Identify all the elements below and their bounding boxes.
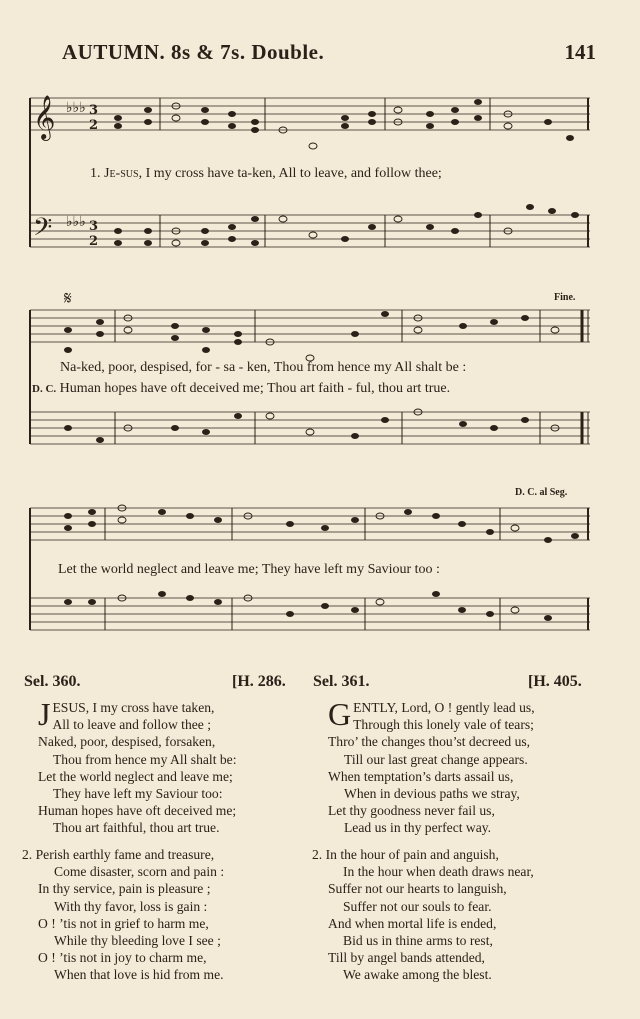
svg-text:2: 2: [89, 118, 99, 133]
segno-icon: 𝄋: [64, 288, 72, 309]
poem-sel-360-stanza-2: 2. Perish earthly fame and treasure, Come disaster, scorn and pain : In thy service, pain is pleasure ; With thy favor, loss is gain : O ! ’tis not in grief to harm me, While thy bleeding love I see ; O ! ’tis not in joy to charm me, When that love is hid from me.: [22, 847, 225, 983]
lyrics-line-2: Na-ked, poor, despised, for - sa - ken, Thou from hence my All shalt be :: [60, 360, 467, 375]
hymn-286-ref: [H. 286.: [232, 673, 286, 690]
dropcap-g: G: [328, 696, 352, 732]
fine-mark: Fine.: [554, 292, 576, 303]
poem-sel-360-stanza-1: J ESUS, I my cross have taken, All to leave and follow thee ; Naked, poor, despised, forsaken, Thou from hence my All shalt be: Let the world neglect and leave me; They have left my Saviour too: Human hopes have oft deceived me; Thou art faithful, thou art true.: [38, 696, 237, 836]
lyrics-line-3: Let the world neglect and leave me; They have left my Saviour too :: [58, 562, 440, 577]
svg-text:2: 2: [89, 234, 99, 249]
hymn-405-ref: [H. 405.: [528, 673, 582, 690]
lyrics-line-2-dc: D. C. Human hopes have oft deceived me; Thou art faith - ful, thou art true.: [32, 381, 451, 396]
poem-sel-361-stanza-1: G ENTLY, Lord, O ! gently lead us, Through this lonely vale of tears; Thro’ the changes thou’st decreed us, Till our last great change appears. When temptation’s darts assail us, When in devious paths we stray, Let thy goodness never fail us, Lead us in thy perfect way.: [328, 696, 535, 836]
poem-sel-361-stanza-2: 2. In the hour of pain and anguish, In the hour when death draws near, Suffer not our hearts to languish, Suffer not our souls to fear. And when mortal life is ended, Bid us in thine arms to rest, Till by angel bands attended, We awake among the blest.: [312, 847, 534, 983]
svg-text:♭♭♭: ♭♭♭: [66, 100, 86, 116]
sel-360-label: Sel. 360.: [24, 673, 81, 690]
hymn-title: AUTUMN. 8s & 7s. Double.: [62, 40, 325, 64]
sel-361-label: Sel. 361.: [313, 673, 370, 690]
treble-clef-icon: 𝄞: [33, 95, 56, 139]
svg-text:3: 3: [89, 219, 99, 234]
dropcap-j: J: [38, 696, 51, 732]
dc-al-seg-mark: D. C. al Seg.: [515, 487, 568, 498]
lyrics-line-1: 1. Je-sus, I my cross have ta-ken, All to leave, and follow thee;: [90, 166, 442, 181]
page-number: 141: [564, 40, 596, 64]
bass-clef-icon: 𝄢: [33, 213, 53, 248]
svg-text:3: 3: [89, 103, 99, 118]
svg-text:♭♭♭: ♭♭♭: [66, 214, 86, 230]
